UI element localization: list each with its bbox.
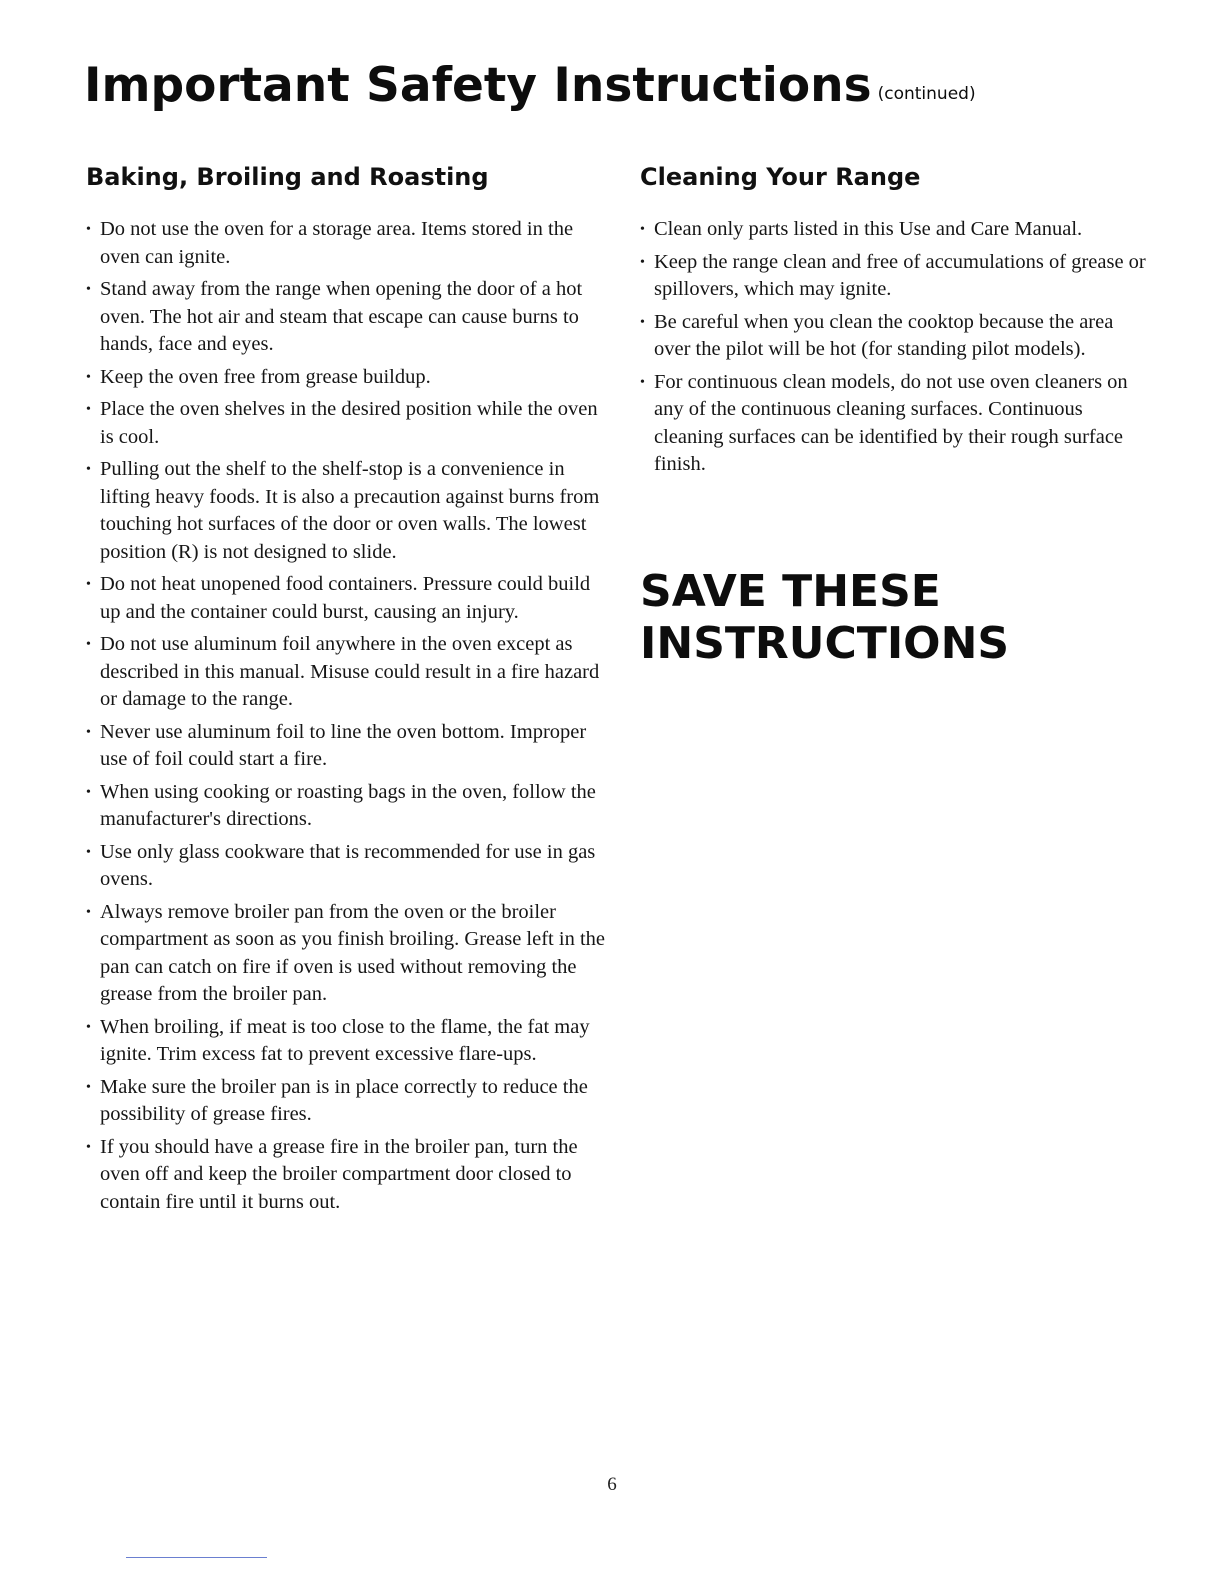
list-item: • Be careful when you clean the cooktop because the area over the pilot will be hot (for standing pilot models).: [640, 310, 1114, 360]
cleaning-safety-list: [640, 216, 1150, 479]
bullet-icon: •: [86, 222, 91, 237]
bullet-icon: •: [86, 369, 91, 385]
list-item: • Make sure the broiler pan is in place correctly to reduce the possibility of grease fires.: [86, 1075, 588, 1125]
baking-safety-list: [86, 216, 606, 1216]
bullet-icon: •: [86, 637, 91, 652]
bullet-icon: •: [86, 402, 91, 417]
list-item: • Do not use the oven for a storage area. Items stored in the oven can ignite.: [86, 218, 574, 268]
section-heading-baking: Baking, Broiling and Roasting: [86, 163, 489, 191]
bullet-icon: •: [86, 844, 91, 860]
bullet-icon: •: [86, 1139, 91, 1155]
list-item: • Clean only parts listed in this Use and Care Manual.: [640, 216, 1150, 244]
footer-divider: [126, 1557, 267, 1558]
page-number: 6: [607, 1474, 617, 1495]
left-column: [86, 160, 606, 1221]
bullet-icon: •: [86, 904, 91, 920]
bullet-icon: •: [640, 314, 645, 330]
bullet-icon: •: [86, 724, 91, 740]
list-item: • Keep the oven free from grease buildup.: [86, 364, 606, 392]
list-item: • For continuous clean models, do not use oven cleaners on any of the continuous cleaning surfaces. Continuous cleaning surfaces can be identified by their rough surface finish.: [640, 370, 1128, 475]
bullet-icon: •: [640, 222, 645, 237]
save-heading-line-2: INSTRUCTIONS: [640, 618, 1010, 669]
list-item: • Pulling out the shelf to the shelf-stop is a convenience in lifting heavy foods. It is also a precaution against burns from touching hot surfaces of the door or oven walls. The lowest position (R) is not designed to slide.: [86, 458, 600, 563]
list-item: • If you should have a grease fire in the broiler pan, turn the oven off and keep the broiler compartment door closed to contain fire until it burns out.: [86, 1135, 578, 1213]
page-title-main: Important Safety Instructions: [84, 58, 872, 113]
bullet-icon: •: [86, 1019, 91, 1035]
list-item: • Do not use aluminum foil anywhere in the oven except as described in this manual. Misuse could result in a fire hazard or damage to the range.: [86, 633, 600, 710]
list-item: • Stand away from the range when opening the door of a hot oven. The hot air and steam that escape can cause burns to hands, face and eyes.: [86, 278, 583, 355]
list-item: • Always remove broiler pan from the oven or the broiler compartment as soon as you finish broiling. Grease left in the pan can catch on fire if oven is used without removing the grease from the broiler pan.: [86, 900, 605, 1005]
list-item: • Use only glass cookware that is recommended for use in gas ovens.: [86, 840, 596, 890]
bullet-icon: •: [86, 282, 91, 297]
save-instructions-heading: [640, 566, 1160, 670]
page-title-suffix: (continued): [877, 84, 976, 104]
page-title: [84, 58, 976, 113]
list-item: • Never use aluminum foil to line the oven bottom. Improper use of foil could start a fire.: [86, 720, 587, 770]
save-heading-line-1: SAVE THESE: [640, 566, 941, 617]
list-item: • Place the oven shelves in the desired position while the oven is cool.: [86, 398, 598, 448]
list-item: • When using cooking or roasting bags in the oven, follow the manufacturer's directions.: [86, 780, 596, 830]
bullet-icon: •: [86, 1079, 91, 1095]
bullet-icon: •: [86, 462, 91, 477]
bullet-icon: •: [86, 577, 91, 592]
list-item: • Keep the range clean and free of accumulations of grease or spillovers, which may ignite.: [640, 250, 1146, 300]
right-column: [640, 160, 1150, 484]
bullet-icon: •: [86, 784, 91, 800]
section-heading-cleaning: Cleaning Your Range: [640, 163, 921, 191]
list-item: • When broiling, if meat is too close to the flame, the fat may ignite. Trim excess fat to prevent excessive flare-ups.: [86, 1015, 590, 1065]
list-item: • Do not heat unopened food containers. Pressure could build up and the container could burst, causing an injury.: [86, 573, 591, 623]
bullet-icon: •: [640, 374, 645, 390]
bullet-icon: •: [640, 254, 645, 270]
